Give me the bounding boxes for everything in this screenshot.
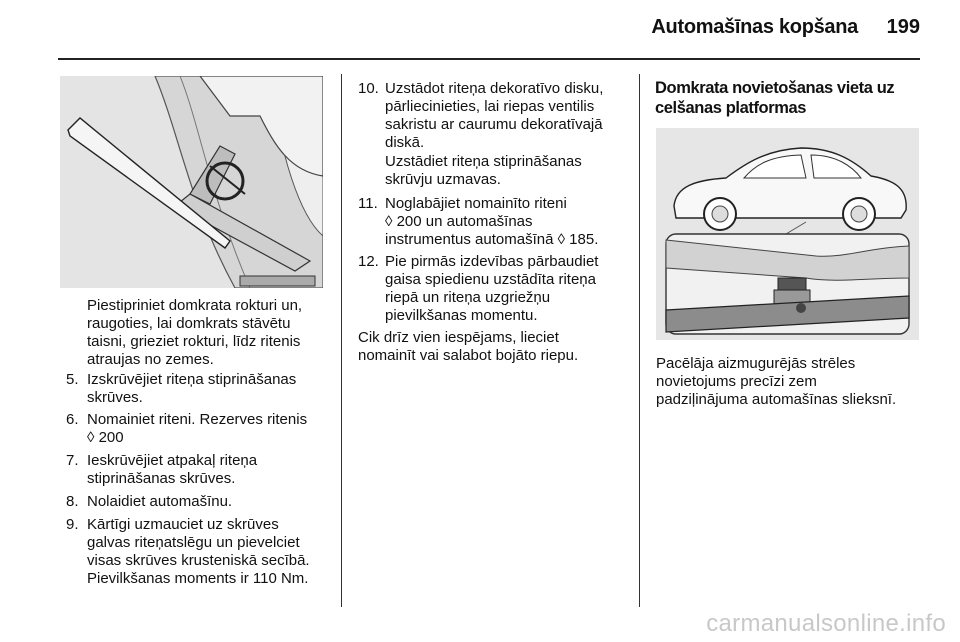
lift-figure-caption: Pacēlāja aizmugurējās strēles novietojums precīzi zem padziļinājuma automašīnas slieksnī. <box>656 355 897 408</box>
watermark: carmanualsonline.info <box>706 610 946 637</box>
lift-point-drawing <box>656 128 919 340</box>
step-10-continued: Uzstādiet riteņa stiprināšanas skrūvju uzmavas. <box>385 153 582 188</box>
column-divider-2 <box>639 74 640 607</box>
jack-drawing <box>60 76 323 288</box>
step-6: 6. Nomainiet riteni. Rezerves ritenis ◊ 200 <box>66 411 308 446</box>
step-10: 10. Uzstādot riteņa dekoratīvo disku, pārliecinieties, lai riepas ventilis sakristu ar caurumu dekoratīvajā diskā. <box>358 80 604 151</box>
step-7: 7. Ieskrūvējiet atpakaļ riteņa stiprināšanas skrūves. <box>66 452 258 487</box>
step-9: 9. Kārtīgi uzmauciet uz skrūves galvas riteņatslēgu un pievelciet visas skrūves krusteniskā secībā. Pievilkšanas moments ir 110 Nm. <box>66 516 310 587</box>
page-number: 199 <box>886 16 920 38</box>
section-title: Automašīnas kopšana <box>651 16 858 38</box>
step-5: 5. Izskrūvējiet riteņa stiprināšanas skrūves. <box>66 371 297 406</box>
step-8: 8. Nolaidiet automašīnu. <box>66 493 233 510</box>
jack-illustration <box>60 76 323 288</box>
tire-repair-note: Cik drīz vien iespējams, lieciet nomainīt vai salabot bojāto riepu. <box>358 329 579 364</box>
step-12: 12. Pie pirmās izdevības pārbaudiet gaisa spiedienu uzstādīta riteņa riepā un riteņa uzgriežņu pievilkšanas momentu. <box>358 253 599 324</box>
lift-platform-heading: Domkrata novietošanas vieta uz celšanas platformas <box>655 79 895 117</box>
header-divider <box>58 58 920 60</box>
jack-figure-caption: Piestipriniet domkrata rokturi un, raugoties, lai domkrats stāvētu taisni, grieziet rokturi, līdz ritenis atraujas no zemes. <box>87 297 303 368</box>
page-reference[interactable]: ◊ 200 <box>87 429 124 446</box>
lift-point-illustration <box>656 128 919 340</box>
step-11: 11. Noglabājiet nomainīto riteni ◊ 200 un automašīnas instrumentus automašīnā ◊ 185. <box>358 195 599 248</box>
